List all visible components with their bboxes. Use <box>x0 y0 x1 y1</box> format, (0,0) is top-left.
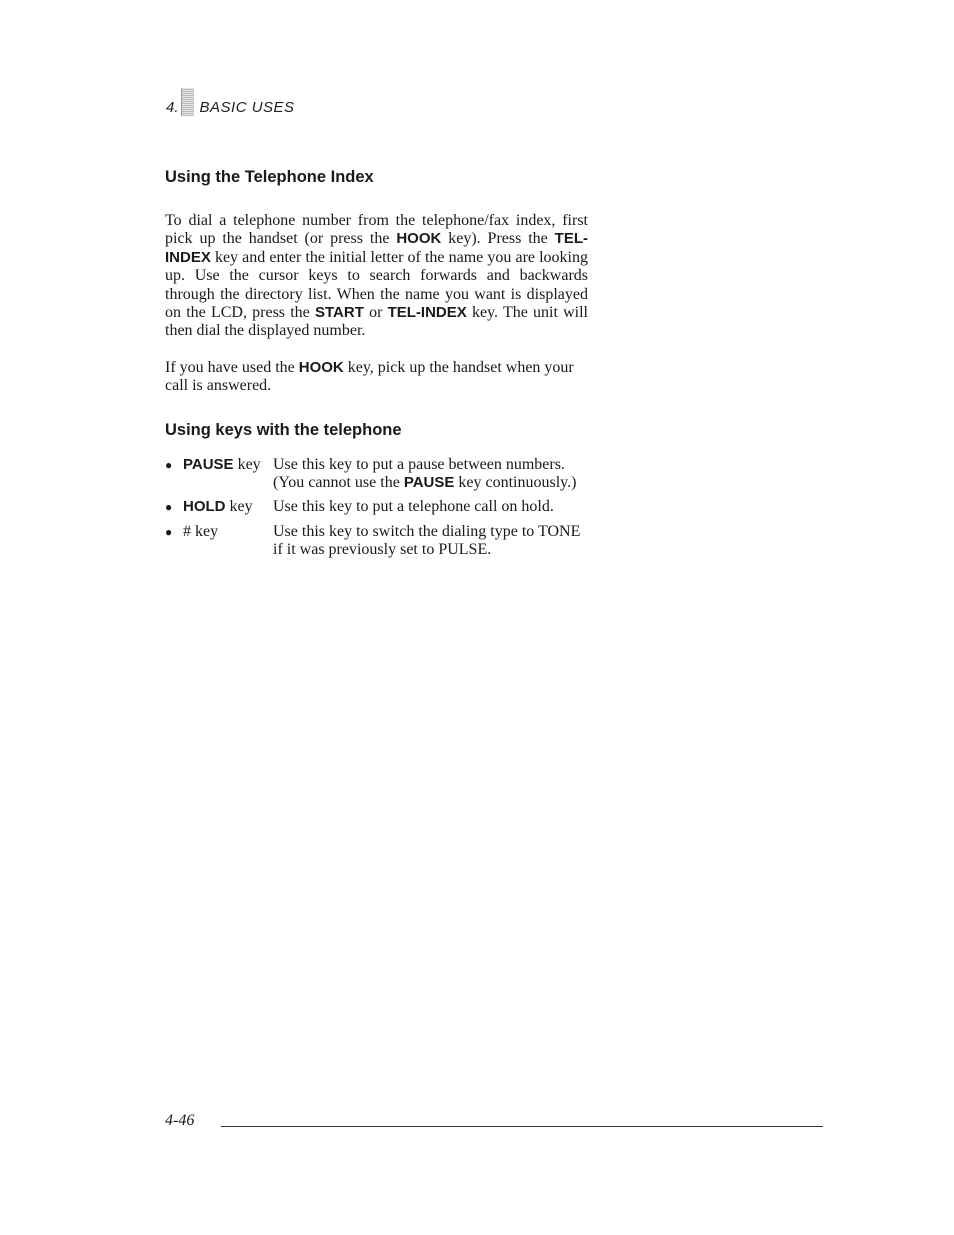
list-item-hold-key <box>165 498 588 516</box>
text-run: key <box>233 455 261 473</box>
key-name-start: START <box>314 304 364 322</box>
chapter-title: BASIC USES <box>199 99 295 116</box>
key-name-hold: HOLD <box>183 498 226 516</box>
key-name-pause: PAUSE <box>183 455 234 473</box>
list-item-hash-key <box>165 523 588 560</box>
chapter-tab-marker-icon <box>181 88 194 116</box>
key-label <box>183 456 273 493</box>
bullet-icon: ● <box>165 457 173 472</box>
paragraph-hook-note <box>165 359 588 396</box>
text-run: key <box>225 498 253 516</box>
key-name-pause: PAUSE <box>403 474 455 492</box>
text-run: key and enter the initial letter of the name you are looking up. Use the cursor keys to search forwards and backwards through the directory list. When the name you want is displayed on the LCD, press the <box>165 248 588 322</box>
text-run: To dial a telephone number from the telephone/fax index, first pick up the handset (or press the <box>165 212 588 248</box>
paragraph-telephone-index <box>165 212 588 341</box>
heading-telephone-index: Using the Telephone Index <box>165 168 374 186</box>
key-name-tel-index: TEL-INDEX <box>387 304 467 322</box>
key-description: Use this key to put a telephone call on hold. <box>273 498 554 516</box>
text-run: or <box>363 304 388 322</box>
key-label <box>183 498 273 516</box>
bullet-icon: ● <box>165 500 173 515</box>
footer-rule <box>221 1126 823 1127</box>
text-run: key <box>191 522 219 540</box>
heading-keys-with-telephone: Using keys with the telephone <box>165 420 402 439</box>
text-run: key continuously.) <box>454 474 577 492</box>
text-run: Use this key to put a pause between numbers. (You cannot use the <box>273 455 565 492</box>
text-run: key, pick up the handset when your call is answered. <box>165 358 574 395</box>
text-run: key. The unit will then dial the displayed number. <box>165 304 589 340</box>
key-label <box>183 523 273 560</box>
key-name-hook: HOOK <box>396 230 442 248</box>
key-name-tel-index: TEL-INDEX <box>165 230 588 266</box>
bullet-icon: ● <box>165 524 173 539</box>
key-name-hook: HOOK <box>298 358 344 376</box>
key-list <box>165 456 588 560</box>
text-run: key). Press the <box>441 230 555 248</box>
key-description: Use this key to switch the dialing type to TONE if it was previously set to PULSE. <box>273 522 581 559</box>
key-name-hash: # <box>183 522 191 540</box>
page-number: 4-46 <box>165 1112 195 1129</box>
running-head <box>166 86 295 116</box>
list-item-pause-key <box>165 456 588 493</box>
text-run: If you have used the <box>165 358 299 376</box>
key-description <box>273 456 588 493</box>
page-content <box>165 168 588 566</box>
chapter-number: 4. <box>166 99 179 116</box>
